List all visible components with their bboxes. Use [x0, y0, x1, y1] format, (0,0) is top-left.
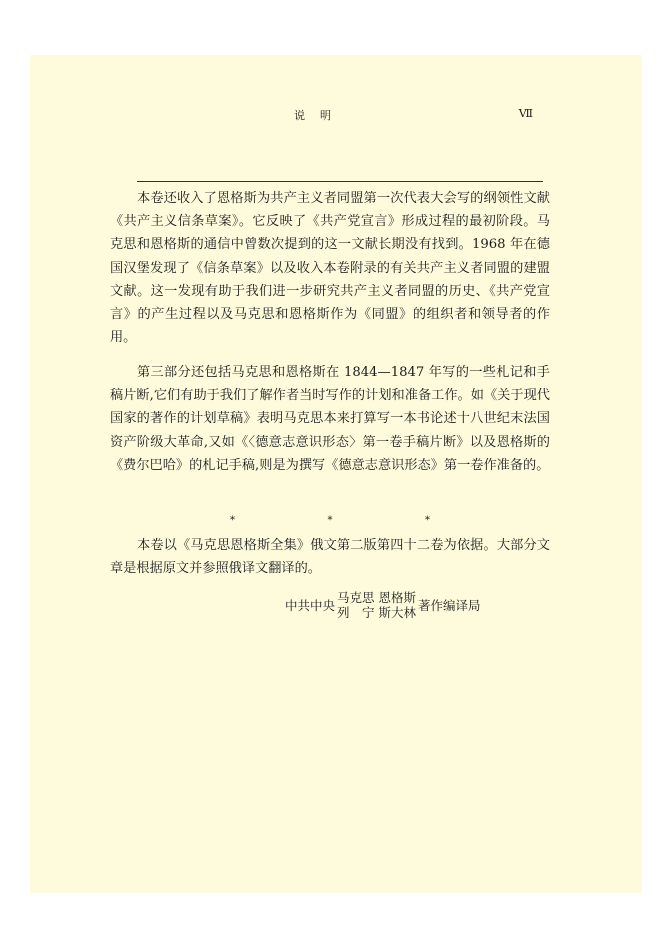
page-number: Ⅶ [518, 107, 533, 120]
signature-stack-bottom: 列 宁 [337, 605, 375, 620]
publisher-signature [285, 590, 481, 620]
signature-stack-top: 马克思 [337, 590, 375, 605]
header-rule [137, 181, 543, 182]
signature-stack-bottom: 斯大林 [378, 605, 417, 620]
signature-prefix: 中共中央 [285, 598, 336, 613]
separator-star: * [327, 515, 333, 526]
signature-stack-1 [337, 590, 375, 620]
header-title: 说明 [294, 109, 346, 122]
separator-star: * [230, 515, 235, 526]
signature-stack-top: 恩格斯 [378, 590, 417, 605]
signature-suffix: 著作编译局 [418, 598, 481, 613]
paragraph-1: 本卷还收入了恩格斯为共产主义者同盟第一次代表大会写的纲领性文献《共产主义信条草案》。它反映了《共产党宣言》形成过程的最初阶段。马克思和恩格斯的通信中曾数次提到的这一文献长期没有找到。1968 年在德国汉堡发现了《信条草案》以及收入本卷附录的有关共产主义者同盟的建盟文献。这一发现有助于我们进一步研究共产主义者同盟的历史、《共产党宣言》的产生过程以及马克思和恩格斯作为《同盟》的组织者和领导者的作用。 [110, 191, 550, 346]
separator-star: * [425, 515, 430, 526]
section-separator [230, 515, 430, 526]
paragraph-3: 本卷以《马克思恩格斯全集》俄文第二版第四十二卷为依据。大部分文章是根据原文并参照俄译文翻译的。 [110, 538, 550, 577]
signature-stack-2 [379, 590, 417, 620]
paragraph-2: 第三部分还包括马克思和恩格斯在 1844—1847 年写的一些札记和手稿片断,它们有助于我们了解作者当时写作的计划和准备工作。如《关于现代国家的著作的计划草稿》表明马克思本来打算写一本书论述十八世纪末法国资产阶级大革命,又如《〈德意志意识形态〉第一卷手稿片断》以及恩格斯的《费尔巴哈》的札记手稿,则是为撰写《德意志意识形态》第一卷作准备的。 [110, 365, 550, 473]
